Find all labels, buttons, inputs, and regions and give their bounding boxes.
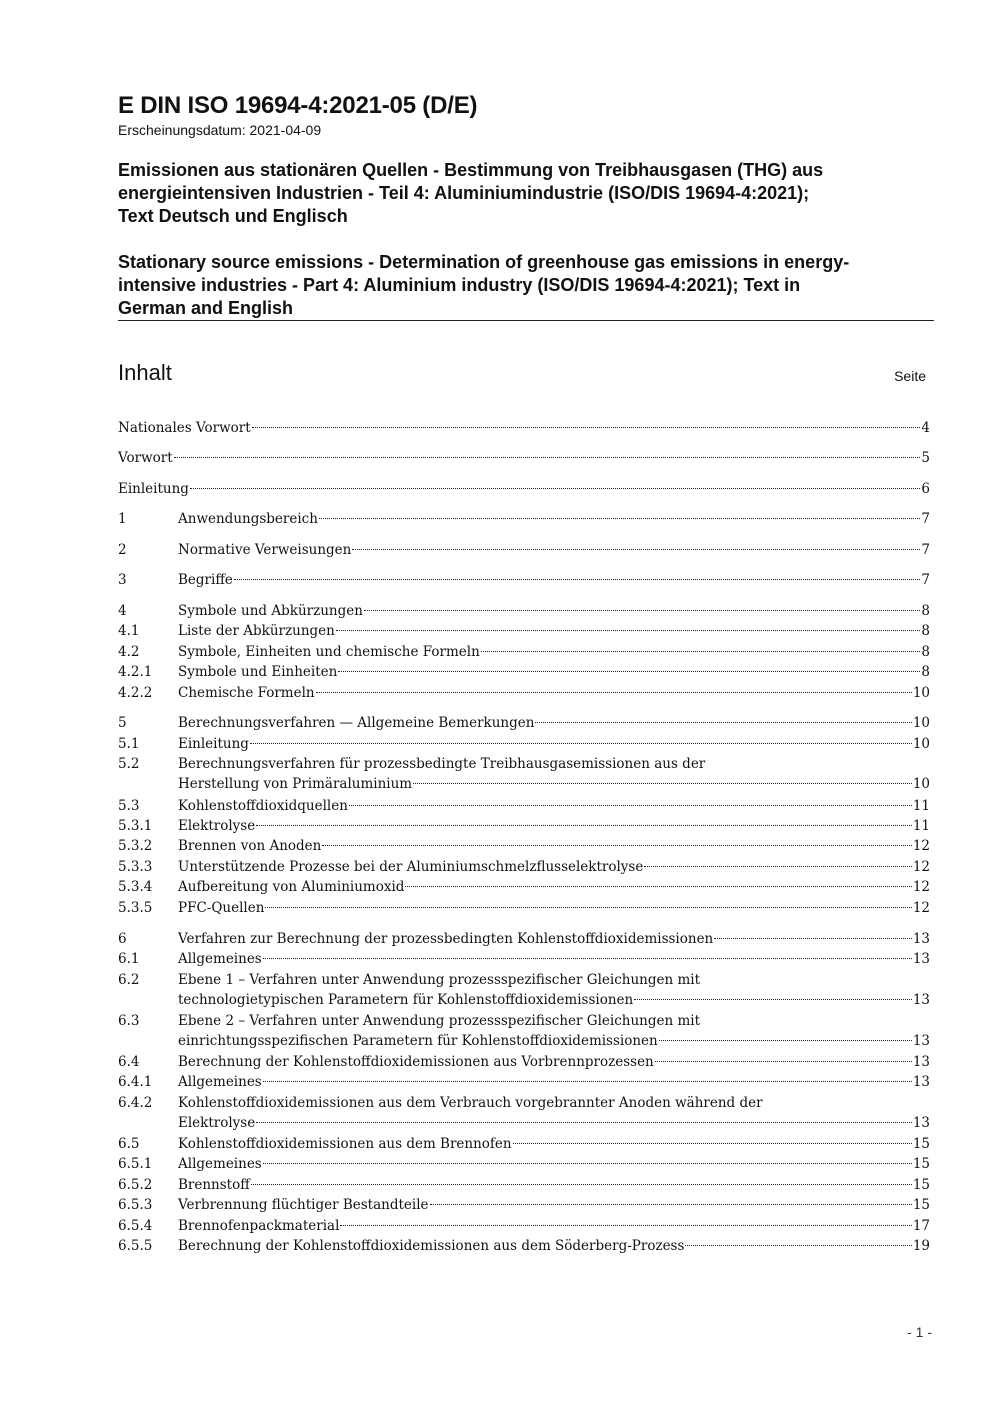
toc-entry-page: 6: [921, 481, 930, 497]
toc-entry-page: 10: [912, 685, 930, 701]
toc-entry[interactable]: [118, 713, 930, 733]
toc-dot-leader: [685, 1245, 911, 1246]
toc-dot-leader: [316, 692, 912, 693]
toc-entry-page: 8: [921, 603, 930, 619]
toc-entry-title: Einleitung: [118, 481, 189, 497]
toc-entry-body: [178, 970, 930, 1010]
toc-dot-leader: [251, 1184, 912, 1185]
toc-entry-title: Begriffe: [178, 572, 233, 588]
toc-entry[interactable]: [118, 662, 930, 682]
toc-entry-number: 6.2: [118, 972, 140, 988]
toc-entry-body: [178, 1154, 930, 1174]
toc-entry-number: 4.2.2: [118, 685, 153, 701]
toc-entry-page: 13: [912, 992, 930, 1008]
toc-entry[interactable]: [118, 570, 930, 590]
toc-entry-number: 5.3.2: [118, 838, 153, 854]
toc-entry[interactable]: [118, 816, 930, 836]
toc-entry[interactable]: [118, 479, 930, 499]
toc-entry-body: [118, 418, 930, 438]
toc-entry-page: 13: [912, 1115, 930, 1131]
toc-entry-title-continued: einrichtungsspezifischen Parametern für Kohlenstoffdioxidemissionen: [178, 1033, 658, 1049]
toc-entry-number: 5.3.3: [118, 859, 153, 875]
toc-entry-title: Elektrolyse: [178, 818, 256, 834]
toc-entry-page: 12: [912, 859, 930, 875]
toc-entry-page: 15: [912, 1156, 930, 1172]
toc-entry-body: [178, 816, 930, 836]
toc-entry-page: 11: [912, 798, 930, 814]
toc-dot-leader: [714, 938, 912, 939]
toc-entry-body: [178, 662, 930, 682]
toc-entry-body: [178, 1052, 930, 1072]
toc-dot-leader: [252, 427, 921, 428]
toc-entry-title: Berechnungsverfahren für prozessbedingte Treibhausgasemissionen aus der: [178, 756, 706, 772]
toc-entry-body: [118, 479, 930, 499]
toc-dot-leader: [265, 907, 911, 908]
toc-entry-page: 13: [912, 1074, 930, 1090]
toc-entry-body: [178, 1236, 930, 1256]
toc-entry[interactable]: [118, 734, 930, 754]
toc-entry-title: Ebene 1 – Verfahren unter Anwendung prozessspezifischer Gleichungen mit: [178, 972, 701, 988]
toc-entry-title: Brennen von Anoden: [178, 838, 322, 854]
toc-entry-body: [178, 857, 930, 877]
toc-entry-number: 6: [118, 931, 127, 947]
toc-entry-number: 6.5.3: [118, 1197, 153, 1213]
toc-entry-title: Anwendungsbereich: [178, 511, 318, 527]
title-divider: [118, 320, 934, 321]
toc-entry-number: 6.5.1: [118, 1156, 153, 1172]
toc-entry-title: Berechnung der Kohlenstoffdioxidemissionen aus Vorbrennprozessen: [178, 1054, 654, 1070]
toc-entry-body: [178, 1175, 930, 1195]
toc-entry-number: 5.3.4: [118, 879, 153, 895]
toc-entry[interactable]: [118, 1195, 930, 1215]
toc-entry[interactable]: [118, 601, 930, 621]
toc-entry-number: 5.2: [118, 756, 140, 772]
toc-entry-title: Allgemeines: [178, 951, 262, 967]
toc-dot-leader: [263, 1163, 912, 1164]
toc-entry-body: [178, 877, 930, 897]
toc-dot-leader: [644, 866, 911, 867]
toc-entry-page: 15: [912, 1197, 930, 1213]
toc-entry[interactable]: [118, 970, 930, 1010]
toc-entry-title-continued: Herstellung von Primäraluminium: [178, 776, 413, 792]
toc-entry-page: 12: [912, 879, 930, 895]
toc-entry-number: 5.1: [118, 736, 140, 752]
toc-dot-leader: [430, 1204, 912, 1205]
toc-entry-body: [178, 1093, 930, 1133]
toc-entry-body: [178, 570, 930, 590]
toc-entry[interactable]: [118, 418, 930, 438]
toc-entry-number: 6.5.4: [118, 1218, 153, 1234]
german-title-line: energieintensiven Industrien - Teil 4: Aluminiumindustrie (ISO/DIS 19694-4:2021);: [118, 183, 810, 203]
toc-dot-leader: [256, 1122, 912, 1123]
toc-entry[interactable]: [118, 836, 930, 856]
toc-entry-title: PFC-Quellen: [178, 900, 265, 916]
toc-dot-leader: [481, 651, 921, 652]
toc-dot-leader: [319, 518, 920, 519]
toc-entry-number: 4.1: [118, 623, 140, 639]
toc-entry-page: 8: [921, 664, 930, 680]
toc-page-column-label: Seite: [894, 368, 926, 384]
toc-dot-leader: [655, 1061, 912, 1062]
toc-entry[interactable]: [118, 949, 930, 969]
toc-entry[interactable]: [118, 929, 930, 949]
toc-entry-title: Aufbereitung von Aluminiumoxid: [178, 879, 405, 895]
toc-dot-leader: [174, 457, 921, 458]
toc-entry-body: [178, 796, 930, 816]
toc-entry-body: [178, 734, 930, 754]
toc-entry-page: 15: [912, 1136, 930, 1152]
toc-entry-title: Berechnungsverfahren — Allgemeine Bemerkungen: [178, 715, 535, 731]
toc-dot-leader: [535, 722, 911, 723]
toc-entry-page: 19: [912, 1238, 930, 1254]
toc-entry-title: Verfahren zur Berechnung der prozessbedingten Kohlenstoffdioxidemissionen: [178, 931, 714, 947]
toc-entry-number: 1: [118, 511, 127, 527]
toc-entry-title: Berechnung der Kohlenstoffdioxidemissionen aus dem Söderberg-Prozess: [178, 1238, 685, 1254]
toc-entry-title: Liste der Abkürzungen: [178, 623, 335, 639]
toc-entry-body: [178, 836, 930, 856]
english-title-line: Stationary source emissions - Determination of greenhouse gas emissions in energy-: [118, 252, 850, 272]
toc-entry-title: Chemische Formeln: [178, 685, 315, 701]
toc-entry-page: 7: [921, 572, 930, 588]
toc-entry-number: 6.4.2: [118, 1095, 153, 1111]
toc-entry-body: [178, 1134, 930, 1154]
toc-dot-leader: [256, 825, 912, 826]
toc-entry-title: Normative Verweisungen: [178, 542, 352, 558]
toc-entry-page: 4: [921, 420, 930, 436]
toc-entry-title: Brennstoff: [178, 1177, 250, 1193]
toc-entry-number: 5.3: [118, 798, 140, 814]
toc-entry[interactable]: [118, 1052, 930, 1072]
toc-entry-body: [178, 509, 930, 529]
toc-dot-leader: [659, 1040, 912, 1041]
toc-entry-number: 5.3.5: [118, 900, 153, 916]
toc-entry[interactable]: [118, 540, 930, 560]
toc-dot-leader: [340, 1225, 911, 1226]
toc-entry[interactable]: [118, 1216, 930, 1236]
toc-entry-number: 6.5.2: [118, 1177, 153, 1193]
toc-entry-title: Brennofenpackmaterial: [178, 1218, 340, 1234]
toc-entry-page: 17: [912, 1218, 930, 1234]
toc-entry-body: [178, 621, 930, 641]
toc-dot-leader: [634, 999, 912, 1000]
toc-entry-body: [178, 949, 930, 969]
toc-entry-title: Vorwort: [118, 450, 173, 466]
toc-entry[interactable]: [118, 898, 930, 918]
toc-entry-number: 6.1: [118, 951, 140, 967]
toc-entry-body: [178, 601, 930, 621]
toc-entry-page: 10: [912, 736, 930, 752]
toc-entry-number: 4.2: [118, 644, 140, 660]
toc-entry[interactable]: [118, 683, 930, 703]
toc-entry-number: 6.5: [118, 1136, 140, 1152]
toc-dot-leader: [250, 743, 912, 744]
toc-entry-page: 8: [921, 644, 930, 660]
toc-entry-body: [178, 713, 930, 733]
toc-entry-body: [178, 540, 930, 560]
toc-dot-leader: [322, 845, 911, 846]
toc-dot-leader: [190, 488, 920, 489]
toc-entry-page: 12: [912, 838, 930, 854]
toc-dot-leader: [364, 610, 920, 611]
toc-entry-body: [178, 1216, 930, 1236]
toc-entry-page: 10: [912, 776, 930, 792]
toc-heading: Inhalt: [118, 360, 172, 385]
toc-dot-leader: [234, 579, 921, 580]
release-date: Erscheinungsdatum: 2021-04-09: [118, 122, 322, 138]
toc-dot-leader: [405, 886, 911, 887]
toc-entry-page: 8: [921, 623, 930, 639]
toc-dot-leader: [263, 1081, 912, 1082]
toc-entry[interactable]: [118, 857, 930, 877]
toc-entry-title: Einleitung: [178, 736, 249, 752]
toc-dot-leader: [349, 805, 912, 806]
toc-entry[interactable]: [118, 448, 930, 468]
toc-entry-number: 5.3.1: [118, 818, 153, 834]
toc-entry[interactable]: [118, 1236, 930, 1256]
toc-dot-leader: [336, 630, 921, 631]
toc-entry-title-continued: Elektrolyse: [178, 1115, 256, 1131]
toc-entry-page: 13: [912, 1054, 930, 1070]
toc-entry-number: 6.3: [118, 1013, 140, 1029]
toc-entry[interactable]: [118, 509, 930, 529]
toc-entry[interactable]: [118, 754, 930, 794]
toc-entry-body: [178, 754, 930, 794]
toc-entry-title: Symbole und Einheiten: [178, 664, 338, 680]
toc-entry-page: 7: [921, 511, 930, 527]
toc-entry-title: Symbole und Abkürzungen: [178, 603, 363, 619]
toc-entry-title-continued: technologietypischen Parametern für Kohlenstoffdioxidemissionen: [178, 992, 634, 1008]
toc-entry-body: [178, 1195, 930, 1215]
toc-entry[interactable]: [118, 621, 930, 641]
toc-dot-leader: [352, 549, 920, 550]
toc-entry[interactable]: [118, 1154, 930, 1174]
toc-entry-page: 15: [912, 1177, 930, 1193]
english-title-line: intensive industries - Part 4: Aluminium industry (ISO/DIS 19694-4:2021); Text in: [118, 275, 801, 295]
toc-entry-title: Symbole, Einheiten und chemische Formeln: [178, 644, 480, 660]
toc-entry[interactable]: [118, 1011, 930, 1051]
german-title: [118, 159, 938, 228]
toc-entry-title: Kohlenstoffdioxidemissionen aus dem Verbrauch vorgebrannter Anoden während der: [178, 1095, 763, 1111]
toc-entry-page: 13: [912, 1033, 930, 1049]
toc-entry-title: Nationales Vorwort: [118, 420, 251, 436]
toc-entry-number: 4: [118, 603, 127, 619]
toc-entry-number: 3: [118, 572, 127, 588]
toc-dot-leader: [413, 783, 912, 784]
toc-entry-body: [178, 1011, 930, 1051]
toc-entry-title: Allgemeines: [178, 1074, 262, 1090]
toc-entry-body: [178, 683, 930, 703]
toc-entry[interactable]: [118, 1134, 930, 1154]
toc-entry-number: 6.4.1: [118, 1074, 153, 1090]
footer-page-number: - 1 -: [907, 1324, 932, 1340]
toc-entry-body: [178, 1072, 930, 1092]
toc-entry-page: 10: [912, 715, 930, 731]
german-title-line: Emissionen aus stationären Quellen - Bestimmung von Treibhausgasen (THG) aus: [118, 160, 824, 180]
english-title-line: German and English: [118, 298, 294, 318]
toc-entry-title: Verbrennung flüchtiger Bestandteile: [178, 1197, 429, 1213]
toc-entry-body: [118, 448, 930, 468]
document-id: E DIN ISO 19694-4:2021-05 (D/E): [118, 92, 478, 119]
toc-entry-title: Kohlenstoffdioxidquellen: [178, 798, 348, 814]
toc-entry[interactable]: [118, 642, 930, 662]
toc-entry-body: [178, 929, 930, 949]
toc-entry-title: Kohlenstoffdioxidemissionen aus dem Brennofen: [178, 1136, 512, 1152]
toc-entry-body: [178, 898, 930, 918]
english-title: [118, 251, 938, 320]
toc-entry[interactable]: [118, 1093, 930, 1133]
toc-entry-title: Allgemeines: [178, 1156, 262, 1172]
toc-dot-leader: [338, 671, 920, 672]
toc-dot-leader: [513, 1143, 912, 1144]
toc-entry-page: 5: [921, 450, 930, 466]
toc-entry-page: 13: [912, 951, 930, 967]
toc-entry-page: 12: [912, 900, 930, 916]
toc-entry[interactable]: [118, 1175, 930, 1195]
toc-entry-number: 4.2.1: [118, 664, 153, 680]
german-title-line: Text Deutsch und Englisch: [118, 206, 348, 226]
toc-dot-leader: [263, 958, 912, 959]
toc-entry-page: 11: [912, 818, 930, 834]
toc-entry-page: 13: [912, 931, 930, 947]
toc-entry-title: Ebene 2 – Verfahren unter Anwendung prozessspezifischer Gleichungen mit: [178, 1013, 701, 1029]
toc-entry[interactable]: [118, 796, 930, 816]
toc-entry-number: 5: [118, 715, 127, 731]
toc-entry-page: 7: [921, 542, 930, 558]
toc-entry-number: 2: [118, 542, 127, 558]
toc-entry[interactable]: [118, 1072, 930, 1092]
toc-entry[interactable]: [118, 877, 930, 897]
toc-entry-body: [178, 642, 930, 662]
toc-entry-number: 6.5.5: [118, 1238, 153, 1254]
toc-entry-title: Unterstützende Prozesse bei der Aluminiumschmelzflusselektrolyse: [178, 859, 644, 875]
toc-entry-number: 6.4: [118, 1054, 140, 1070]
